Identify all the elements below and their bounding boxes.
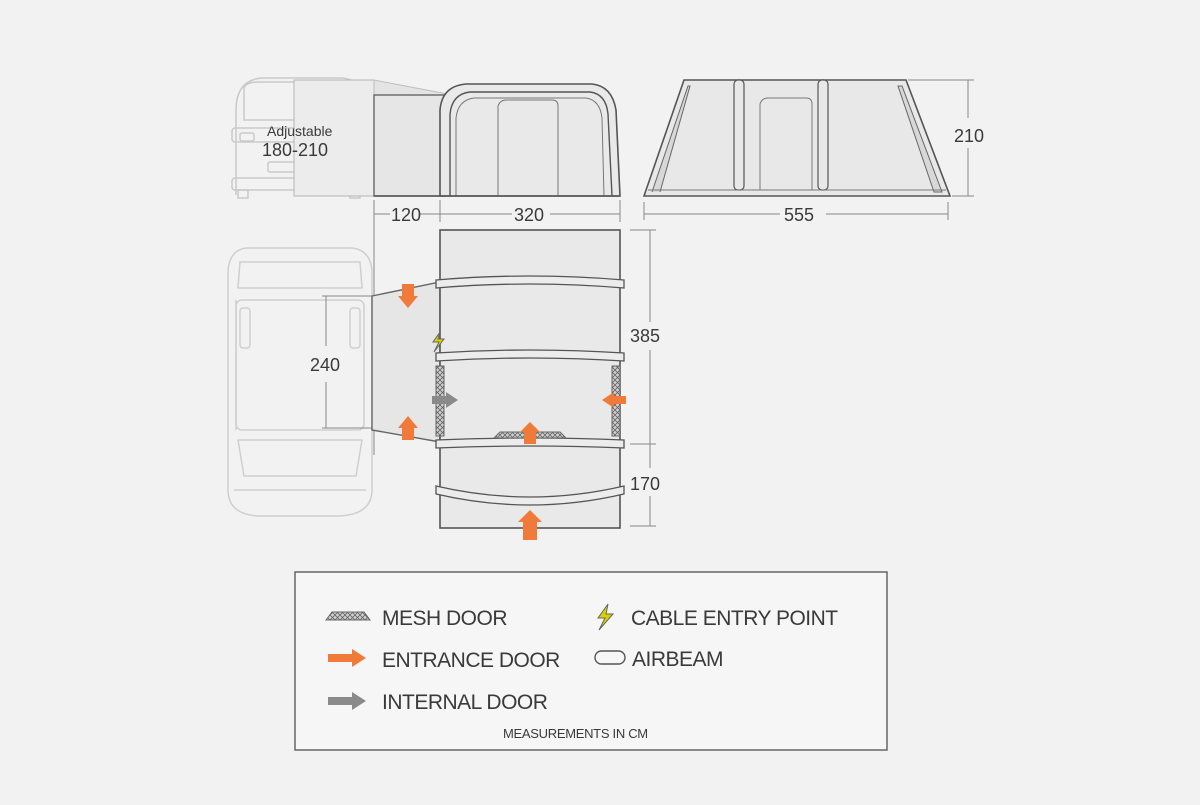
mesh-door-legend-icon [326,612,370,620]
tent-length-label: 320 [514,205,545,225]
porch-width-label: 170 [630,474,661,494]
tent-side-elevation [374,84,620,196]
legend-entrance-door: ENTRANCE DOOR [382,649,560,672]
annex-length-label: 120 [391,205,422,225]
body-width-label: 385 [630,326,661,346]
airbeam-legend-icon [595,651,625,664]
height-label: 210 [954,126,985,146]
legend [295,572,887,750]
legend-cable-entry: CABLE ENTRY POINT [631,607,838,630]
legend-mesh-door: MESH DOOR [382,607,508,630]
tent-floorplan [436,230,624,528]
annex-connector [372,282,440,442]
legend-internal-door: INTERNAL DOOR [382,691,548,714]
vehicle-top-view [228,248,372,516]
adjustable-range: 180-210 [262,140,329,160]
legend-airbeam: AIRBEAM [632,648,724,671]
adjustable-label: Adjustable [267,123,333,139]
vehicle-width-label: 240 [310,355,341,375]
tent-long-elevation [644,80,950,196]
total-length-label: 555 [784,205,815,225]
legend-measurements-note: MEASUREMENTS IN CM [503,726,648,741]
